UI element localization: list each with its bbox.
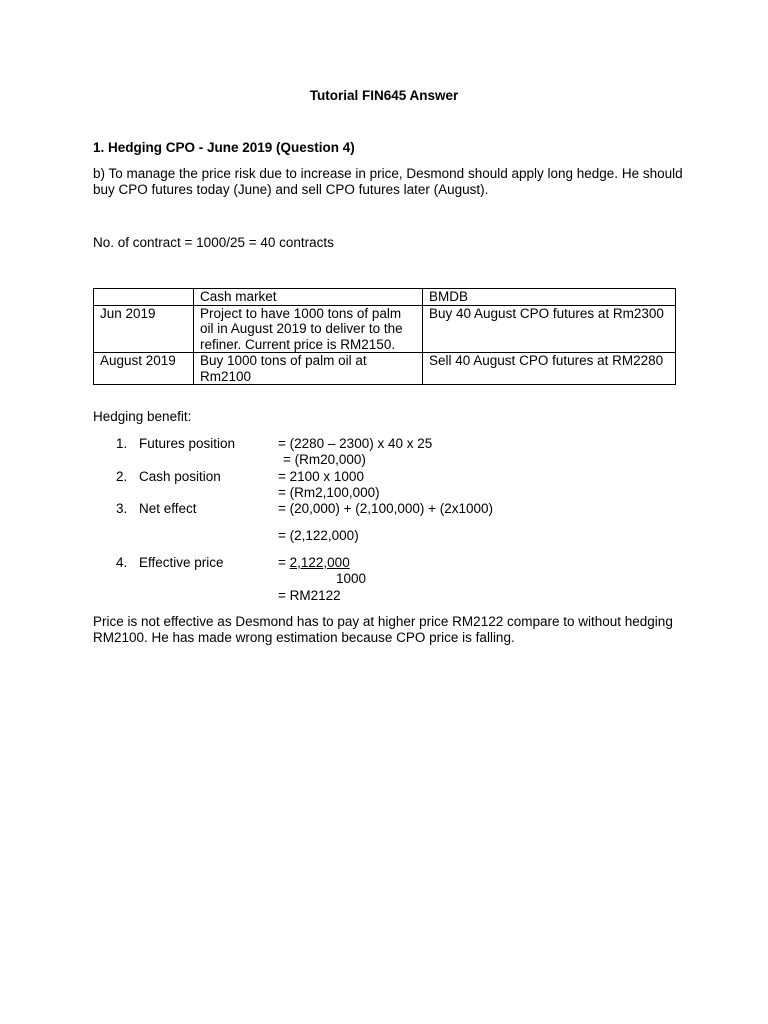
table-header-row xyxy=(94,289,676,306)
item-value xyxy=(278,555,350,571)
item-value: = 2100 x 1000 xyxy=(278,469,364,484)
section-heading: 1. Hedging CPO - June 2019 (Question 4) xyxy=(93,140,355,155)
item-number: 4. xyxy=(116,555,128,570)
item-label: Futures position xyxy=(139,436,236,451)
table-cell: August 2019 xyxy=(94,353,194,385)
table-cell: Buy 1000 tons of palm oil at Rm2100 xyxy=(194,353,423,385)
hedge-table xyxy=(93,288,676,385)
table-cell: Project to have 1000 tons of palm oil in August 2019 to deliver to the refiner. Current price is RM2150. xyxy=(194,305,423,353)
item-value: = (Rm2,100,000) xyxy=(278,485,380,500)
conclusion-paragraph: Price is not effective as Desmond has to pay at higher price RM2122 compare to without hedging RM2100. He has made wrong estimation because CPO price is falling. xyxy=(93,614,673,645)
item-label: Cash position xyxy=(139,469,221,484)
item-value: = (20,000) + (2,100,000) + (2x1000) xyxy=(278,501,494,516)
table-row xyxy=(94,305,676,353)
item-label: Net effect xyxy=(139,501,197,516)
item-value: = (2280 – 2300) x 40 x 25 xyxy=(278,436,433,451)
equals-sign: = xyxy=(278,555,290,570)
fraction-numerator: 2,122,000 xyxy=(289,555,350,570)
table-header-cell: Cash market xyxy=(194,289,423,306)
table-header-cell xyxy=(94,289,194,306)
item-label: Effective price xyxy=(139,555,224,570)
item-value: = RM2122 xyxy=(278,588,341,603)
table-cell: Sell 40 August CPO futures at RM2280 xyxy=(423,353,676,385)
page-title: Tutorial FIN645 Answer xyxy=(309,88,459,103)
fraction-denominator: 1000 xyxy=(336,571,367,586)
hedging-benefit-label: Hedging benefit: xyxy=(93,409,192,424)
item-value: = (2,122,000) xyxy=(278,528,359,543)
answer-paragraph-b: b) To manage the price risk due to increase in price, Desmond should apply long hedge. He should buy CPO futures today (June) and sell CPO futures later (August). xyxy=(93,166,683,197)
table-header-cell: BMDB xyxy=(423,289,676,306)
item-number: 2. xyxy=(116,469,128,484)
table-row xyxy=(94,353,676,385)
contracts-line: No. of contract = 1000/25 = 40 contracts xyxy=(93,235,334,250)
item-value: = (Rm20,000) xyxy=(283,452,366,467)
table-cell: Buy 40 August CPO futures at Rm2300 xyxy=(423,305,676,353)
item-number: 1. xyxy=(116,436,128,451)
table-cell: Jun 2019 xyxy=(94,305,194,353)
item-number: 3. xyxy=(116,501,128,516)
